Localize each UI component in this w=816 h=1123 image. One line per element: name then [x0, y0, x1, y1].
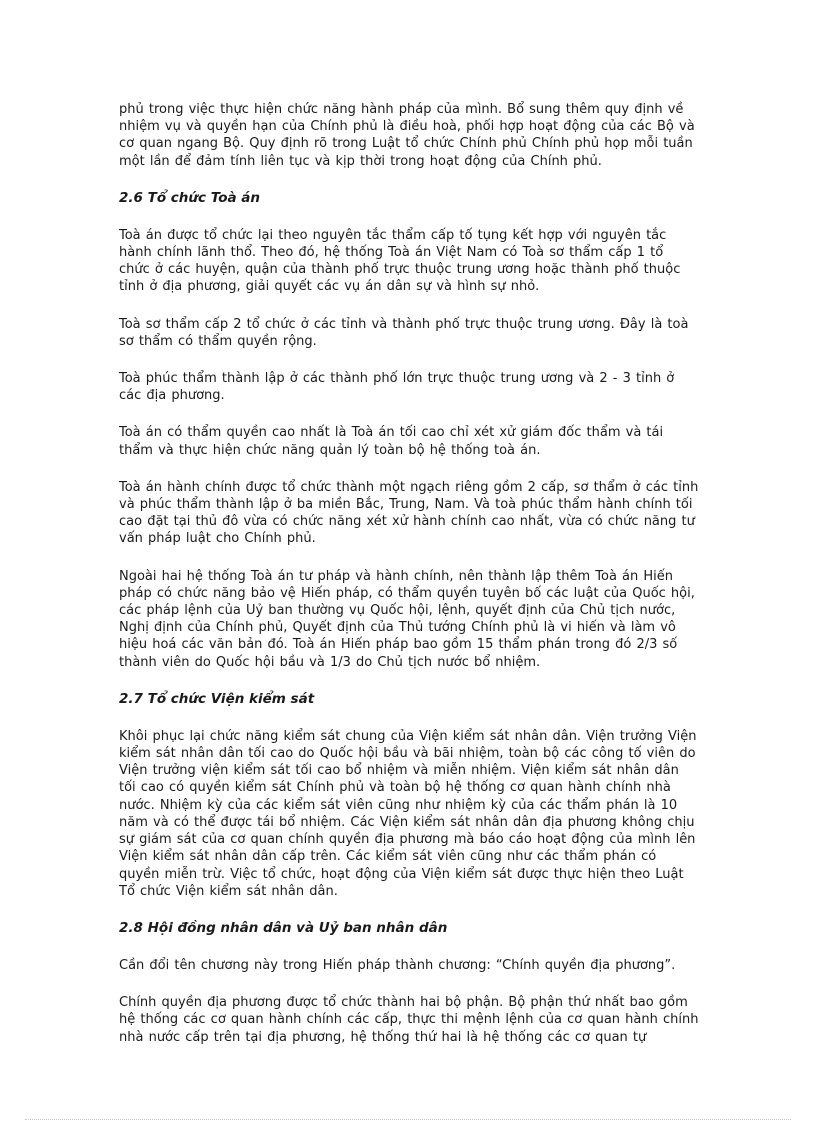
paragraph: Ngoài hai hệ thống Toà án tư pháp và hành chính, nên thành lập thêm Toà án Hiến pháp có chức năng bảo vệ Hiến pháp, có thẩm quyền tuyên bố các luật của Quốc hội, các pháp lệnh của Uỷ ban thường vụ Quốc hội, lệnh, quyết định của Chủ tịch nước, Nghị định của Chính phủ, Quyết định của Thủ tướng Chính phủ là vi hiến và làm vô hiệu hoá các văn bản đó. Toà án Hiến pháp bao gồm 15 thẩm phán trong đó 2/3 số thành viên do Quốc hội bầu và 1/3 do Chủ tịch nước bổ nhiệm. — [119, 568, 695, 670]
paragraph: Toà án có thẩm quyền cao nhất là Toà án tối cao chỉ xét xử giám đốc thẩm và tái thẩm và thực hiện chức năng quản lý toàn bộ hệ thống toà án. — [119, 425, 664, 458]
section-heading: 2.8 Hội đồng nhân dân và Uỷ ban nhân dân — [119, 919, 448, 936]
paragraph: Chính quyền địa phương được tổ chức thành hai bộ phận. Bộ phận thứ nhất bao gồm hệ thống các cơ quan hành chính các cấp, thực thi mệnh lệnh của cơ quan hành chính nhà nước cấp trên tại địa phương, hệ thống thứ hai là hệ thống các cơ quan tự — [119, 995, 699, 1045]
paragraph: Khôi phục lại chức năng kiểm sát chung của Viện kiểm sát nhân dân. Viện trưởng Viện kiểm sát nhân dân tối cao do Quốc hội bầu và bãi nhiệm, toàn bộ các công tố viên do Viện trưởng viện kiểm sát tối cao bổ nhiệm và miễn nhiệm. Viện kiểm sát nhân dân tối cao có quyền kiểm sát Chính phủ và toàn bộ hệ thống cơ quan hành chính nhà nước. Nhiệm kỳ của các kiểm sát viên cũng như nhiệm kỳ của các thẩm phán là 10 năm và có thể được tái bổ nhiệm. Các Viện kiểm sát nhân dân địa phương không chịu sự giám sát của cơ quan chính quyền địa phương mà báo cáo hoạt động của mình lên Viện kiểm sát nhân dân cấp trên. Các kiểm sát viên cũng như các thẩm phán có quyền miễn trừ. Việc tổ chức, hoạt động của Viện kiểm sát được thực hiện theo Luật Tổ chức Viện kiểm sát nhân dân. — [119, 728, 697, 899]
paragraph: phủ trong việc thực hiện chức năng hành pháp của mình. Bổ sung thêm quy định về nhiệm vụ và quyền hạn của Chính phủ là điều hoà, phối hợp hoạt động của các Bộ và cơ quan ngang Bộ. Quy định rõ trong Luật tổ chức Chính phủ Chính phủ họp mỗi tuần một lần để đảm tính liên tục và kịp thời trong hoạt động của Chính phủ. — [119, 102, 695, 169]
paragraph: Toà phúc thẩm thành lập ở các thành phố lớn trực thuộc trung ương và 2 - 3 tỉnh ở các địa phương. — [119, 371, 675, 404]
page-bottom-divider — [25, 1119, 791, 1120]
paragraph: Toà án hành chính được tổ chức thành một ngạch riêng gồm 2 cấp, sơ thẩm ở các tỉnh và phúc thẩm thành lập ở ba miền Bắc, Trung, Nam. Và toà phúc thẩm hành chính tối cao đặt tại thủ đô vừa có chức năng xét xử hành chính cao nhất, vừa có chức năng tư vấn pháp luật cho Chính phủ. — [119, 479, 699, 547]
paragraph: Cần đổi tên chương này trong Hiến pháp thành chương: “Chính quyền địa phương”. — [119, 957, 676, 973]
document-page — [119, 101, 699, 1066]
section-heading: 2.7 Tổ chức Viện kiểm sát — [119, 690, 315, 707]
paragraph: Toà sơ thẩm cấp 2 tổ chức ở các tỉnh và thành phố trực thuộc trung ương. Đây là toà sơ thẩm có thẩm quyền rộng. — [119, 316, 689, 349]
paragraph: Toà án được tổ chức lại theo nguyên tắc thẩm cấp tố tụng kết hợp với nguyên tắc hành chính lãnh thổ. Theo đó, hệ thống Toà án Việt Nam có Toà sơ thẩm cấp 1 tổ chức ở các huyện, quận của thành phố trực thuộc trung ương hoặc thành phố thuộc tỉnh ở địa phương, giải quyết các vụ án dân sự và hình sự nhỏ. — [119, 227, 681, 295]
section-heading: 2.6 Tổ chức Toà án — [119, 189, 260, 206]
